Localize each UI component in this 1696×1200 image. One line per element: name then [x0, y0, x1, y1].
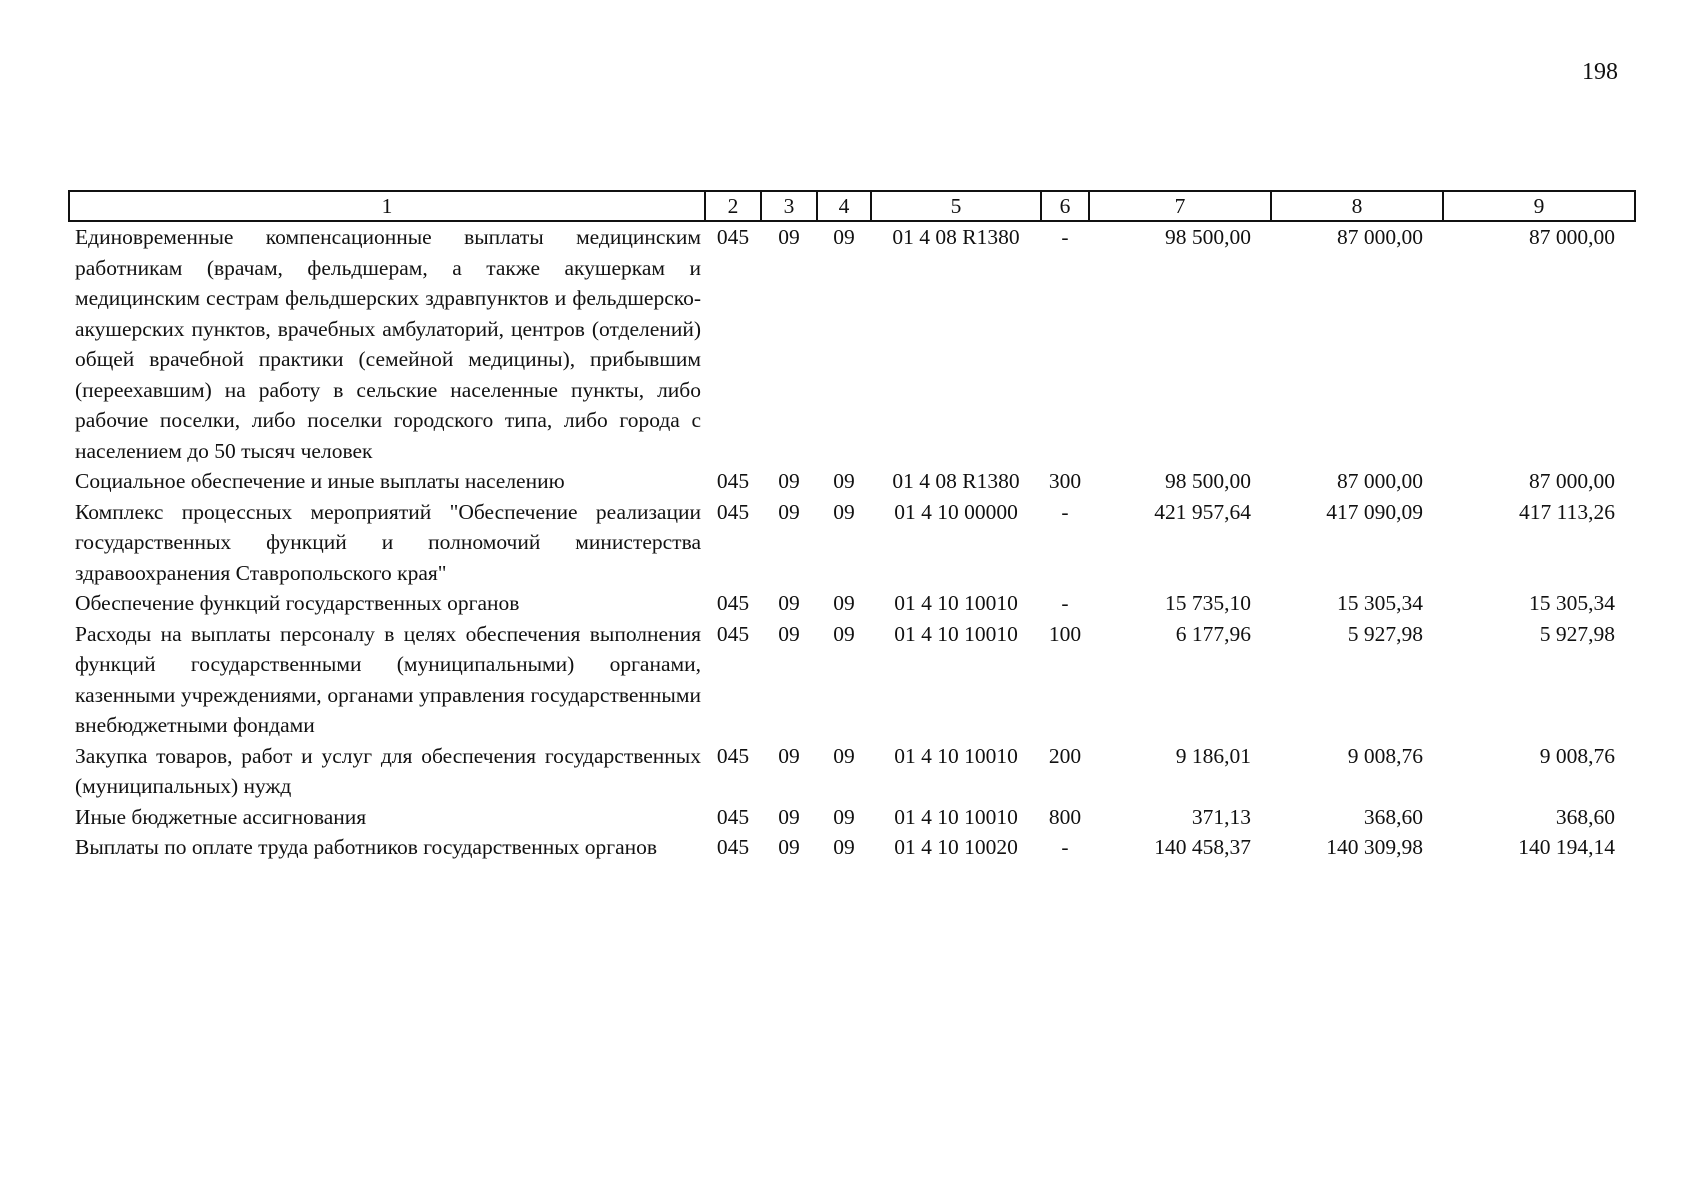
row-expense-type: -: [1061, 591, 1069, 615]
table-row: [69, 802, 1635, 833]
row-subsection-code: 09: [833, 621, 855, 646]
row-amount-col7: 371,13: [1191, 804, 1251, 829]
row-target-article: 01 4 10 10020: [894, 835, 1018, 859]
row-subsection-code: 09: [833, 804, 855, 829]
row-ministry-code: 045: [716, 469, 750, 493]
row-amount-col9: 5 927,98: [1539, 621, 1615, 646]
row-ministry-code: 045: [716, 499, 750, 524]
table-header-row: [69, 191, 1635, 221]
budget-table: [68, 190, 1636, 863]
row-section-code: 09: [778, 469, 800, 493]
row-ministry-code: 045: [716, 835, 750, 859]
row-amount-col7: 140 458,37: [1154, 835, 1251, 859]
column-header-1: 1: [69, 191, 705, 221]
column-header-7: 7: [1089, 191, 1271, 221]
row-amount-col8: 5 927,98: [1347, 621, 1423, 646]
column-header-2: 2: [705, 191, 761, 221]
row-expense-type: 200: [1048, 743, 1082, 768]
column-header-9: 9: [1443, 191, 1635, 221]
row-section-code: 09: [778, 225, 800, 249]
column-header-4: 4: [817, 191, 871, 221]
row-amount-col7: 98 500,00: [1165, 469, 1251, 493]
row-subsection-code: 09: [833, 469, 855, 493]
row-section-code: 09: [778, 743, 800, 768]
column-header-3: 3: [761, 191, 817, 221]
row-target-article: 01 4 08 R1380: [892, 469, 1020, 493]
row-amount-col8: 87 000,00: [1337, 469, 1423, 493]
row-expense-type: 100: [1048, 621, 1082, 646]
row-target-article: 01 4 10 10010: [894, 591, 1018, 615]
row-amount-col9: 15 305,34: [1529, 591, 1615, 615]
row-amount-col9: 140 194,14: [1518, 835, 1615, 859]
row-section-code: 09: [778, 499, 800, 524]
table-row: [69, 221, 1635, 466]
table-row: [69, 497, 1635, 589]
row-name: Расходы на выплаты персоналу в целях обеспечения выполнения функций государственными (муниципальными) органами, казенными учреждениями, органами управления государственными внебюджетными фондами: [75, 621, 701, 737]
row-amount-col9: 87 000,00: [1529, 469, 1615, 493]
table-row: [69, 619, 1635, 741]
row-amount-col8: 140 309,98: [1326, 835, 1423, 859]
row-target-article: 01 4 10 10010: [894, 621, 1018, 646]
row-section-code: 09: [778, 835, 800, 859]
row-section-code: 09: [778, 804, 800, 829]
row-target-article: 01 4 10 10010: [894, 804, 1018, 829]
row-amount-col8: 15 305,34: [1337, 591, 1423, 615]
row-expense-type: -: [1061, 835, 1069, 859]
row-amount-col9: 417 113,26: [1519, 499, 1615, 524]
row-section-code: 09: [778, 591, 800, 615]
row-amount-col7: 15 735,10: [1165, 591, 1251, 615]
row-ministry-code: 045: [716, 743, 750, 768]
row-ministry-code: 045: [716, 591, 750, 615]
row-amount-col9: 368,60: [1555, 804, 1615, 829]
row-subsection-code: 09: [833, 835, 855, 859]
row-section-code: 09: [778, 621, 800, 646]
row-amount-col7: 421 957,64: [1154, 499, 1251, 524]
column-header-5: 5: [871, 191, 1041, 221]
row-ministry-code: 045: [716, 804, 750, 829]
row-amount-col9: 87 000,00: [1529, 225, 1615, 249]
row-amount-col7: 6 177,96: [1175, 621, 1251, 646]
row-amount-col8: 9 008,76: [1347, 743, 1423, 768]
row-subsection-code: 09: [833, 225, 855, 249]
row-target-article: 01 4 10 00000: [894, 499, 1018, 524]
row-subsection-code: 09: [833, 743, 855, 768]
row-name: Единовременные компенсационные выплаты медицинским работникам (врачам, фельдшерам, а также акушеркам и медицинским сестрам фельдшерских здравпунктов и фельдшерско-акушерских пунктов, врачебных амбулаторий, центров (отделений) общей врачебной практики (семейной медицины), прибывшим (переехавшим) на работу в сельские населенные пункты, либо рабочие поселки, либо поселки городского типа, либо города с населением до 50 тысяч человек: [75, 225, 701, 463]
row-amount-col9: 9 008,76: [1539, 743, 1615, 768]
row-target-article: 01 4 10 10010: [894, 743, 1018, 768]
page-number: 198: [1582, 59, 1618, 85]
row-amount-col8: 368,60: [1363, 804, 1423, 829]
row-amount-col7: 98 500,00: [1165, 225, 1251, 249]
row-amount-col7: 9 186,01: [1175, 743, 1251, 768]
column-header-8: 8: [1271, 191, 1443, 221]
row-name: Обеспечение функций государственных органов: [75, 591, 520, 615]
row-subsection-code: 09: [833, 591, 855, 615]
table-row: [69, 832, 1635, 863]
row-target-article: 01 4 08 R1380: [892, 225, 1020, 249]
row-name: Комплекс процессных мероприятий "Обеспечение реализации государственных функций и полномочий министерства здравоохранения Ставропольского края": [75, 499, 701, 585]
table-row: [69, 741, 1635, 802]
row-amount-col8: 417 090,09: [1326, 499, 1423, 524]
row-expense-type: 800: [1048, 804, 1082, 829]
row-ministry-code: 045: [716, 225, 750, 249]
table-row: [69, 588, 1635, 619]
column-header-6: 6: [1041, 191, 1089, 221]
row-expense-type: -: [1061, 225, 1069, 249]
row-name: Иные бюджетные ассигнования: [75, 804, 367, 829]
row-name: Закупка товаров, работ и услуг для обеспечения государственных (муниципальных) нужд: [75, 743, 701, 798]
row-expense-type: 300: [1048, 469, 1082, 493]
row-subsection-code: 09: [833, 499, 855, 524]
row-ministry-code: 045: [716, 621, 750, 646]
row-amount-col8: 87 000,00: [1337, 225, 1423, 249]
row-name: Выплаты по оплате труда работников государственных органов: [75, 835, 658, 859]
table-row: [69, 466, 1635, 497]
row-expense-type: -: [1061, 499, 1069, 524]
row-name: Социальное обеспечение и иные выплаты населению: [75, 469, 565, 493]
